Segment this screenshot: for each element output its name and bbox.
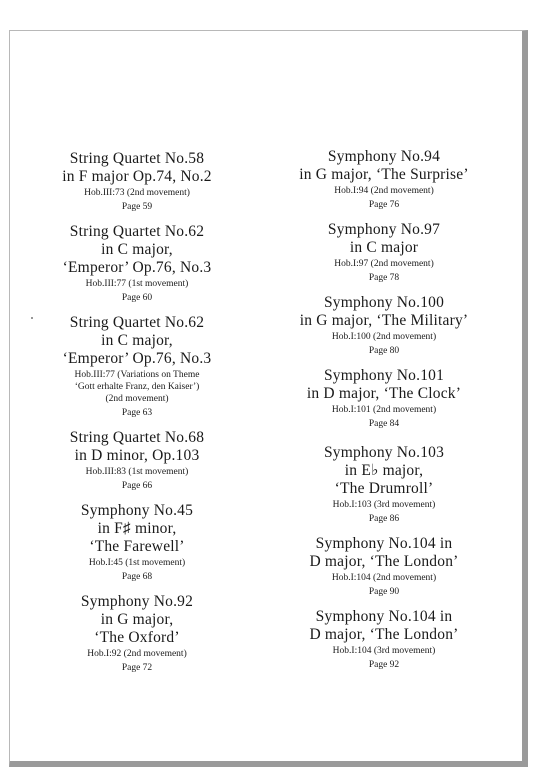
- contents-entry[interactable]: [12, 314, 262, 419]
- entry-catalogue: Hob.I:104 (2nd movement): [331, 573, 437, 583]
- contents-entry[interactable]: [259, 535, 509, 598]
- entry-page-number: Page 84: [368, 419, 400, 429]
- entry-title: String Quartet No.68 in D minor, Op.103: [69, 429, 205, 464]
- contents-entry[interactable]: [12, 429, 262, 492]
- entry-page-number: Page 86: [368, 514, 400, 524]
- entry-catalogue: Hob.I:94 (2nd movement): [334, 186, 434, 196]
- contents-entry[interactable]: [259, 608, 509, 671]
- contents-entry[interactable]: [259, 148, 509, 211]
- entry-catalogue: Hob.I:45 (1st movement): [88, 558, 186, 568]
- entry-catalogue: Hob.III:77 (Variations on Theme ‘Gott erhalte Franz, den Kaiser’) (2nd movement): [74, 370, 200, 404]
- contents-entry[interactable]: [259, 221, 509, 284]
- entry-catalogue: Hob.III:83 (1st movement): [85, 467, 189, 477]
- entry-catalogue: Hob.I:97 (2nd movement): [334, 259, 434, 269]
- entry-catalogue: Hob.III:77 (1st movement): [85, 279, 189, 289]
- entry-catalogue: Hob.I:101 (2nd movement): [331, 405, 437, 415]
- entry-title: String Quartet No.62 in C major, ‘Emperor’ Op.76, No.3: [62, 314, 212, 367]
- entry-page-number: Page 80: [368, 346, 400, 356]
- entry-catalogue: Hob.I:103 (3rd movement): [332, 500, 436, 510]
- entry-title: String Quartet No.58 in F major Op.74, No.2: [62, 150, 212, 185]
- entry-page-number: Page 78: [368, 273, 400, 283]
- entry-catalogue: Hob.I:100 (2nd movement): [331, 332, 437, 342]
- entry-catalogue: Hob.I:104 (3rd movement): [332, 646, 436, 656]
- contents-entry[interactable]: [259, 444, 509, 525]
- entry-catalogue: Hob.III:73 (2nd movement): [84, 188, 190, 198]
- entry-page-number: Page 63: [121, 408, 153, 418]
- contents-column-right: [259, 118, 509, 671]
- entry-title: Symphony No.103 in E♭ major, ‘The Drumroll’: [323, 444, 445, 497]
- entry-title: Symphony No.97 in C major: [327, 221, 441, 256]
- entry-title: Symphony No.45 in F♯ minor, ‘The Farewell’: [80, 502, 194, 555]
- entry-page-number: Page 92: [368, 660, 400, 670]
- entry-page-number: Page 60: [121, 293, 153, 303]
- entry-title: Symphony No.104 in D major, ‘The London’: [309, 535, 459, 570]
- entry-title: Symphony No.92 in G major, ‘The Oxford’: [80, 593, 194, 646]
- contents-entry[interactable]: [259, 294, 509, 357]
- contents-entry[interactable]: [259, 367, 509, 430]
- entry-page-number: Page 90: [368, 587, 400, 597]
- contents-entry[interactable]: [12, 502, 262, 583]
- entry-title: String Quartet No.62 in C major, ‘Emperor’ Op.76, No.3: [62, 223, 212, 276]
- entry-catalogue: Hob.I:92 (2nd movement): [87, 649, 187, 659]
- entry-page-number: Page 66: [121, 481, 153, 491]
- entry-title: Symphony No.100 in G major, ‘The Military’: [299, 294, 469, 329]
- entry-page-number: Page 59: [121, 202, 153, 212]
- entry-page-number: Page 72: [121, 663, 153, 673]
- entry-title: Symphony No.101 in D major, ‘The Clock’: [306, 367, 462, 402]
- entry-page-number: Page 68: [121, 572, 153, 582]
- entry-title: Symphony No.104 in D major, ‘The London’: [309, 608, 459, 643]
- contents-column-left: [12, 118, 262, 674]
- entry-page-number: Page 76: [368, 200, 400, 210]
- contents-entry[interactable]: [12, 150, 262, 213]
- entry-title: Symphony No.94 in G major, ‘The Surprise’: [299, 148, 469, 183]
- contents-entry[interactable]: [12, 223, 262, 304]
- contents-entry[interactable]: [12, 593, 262, 674]
